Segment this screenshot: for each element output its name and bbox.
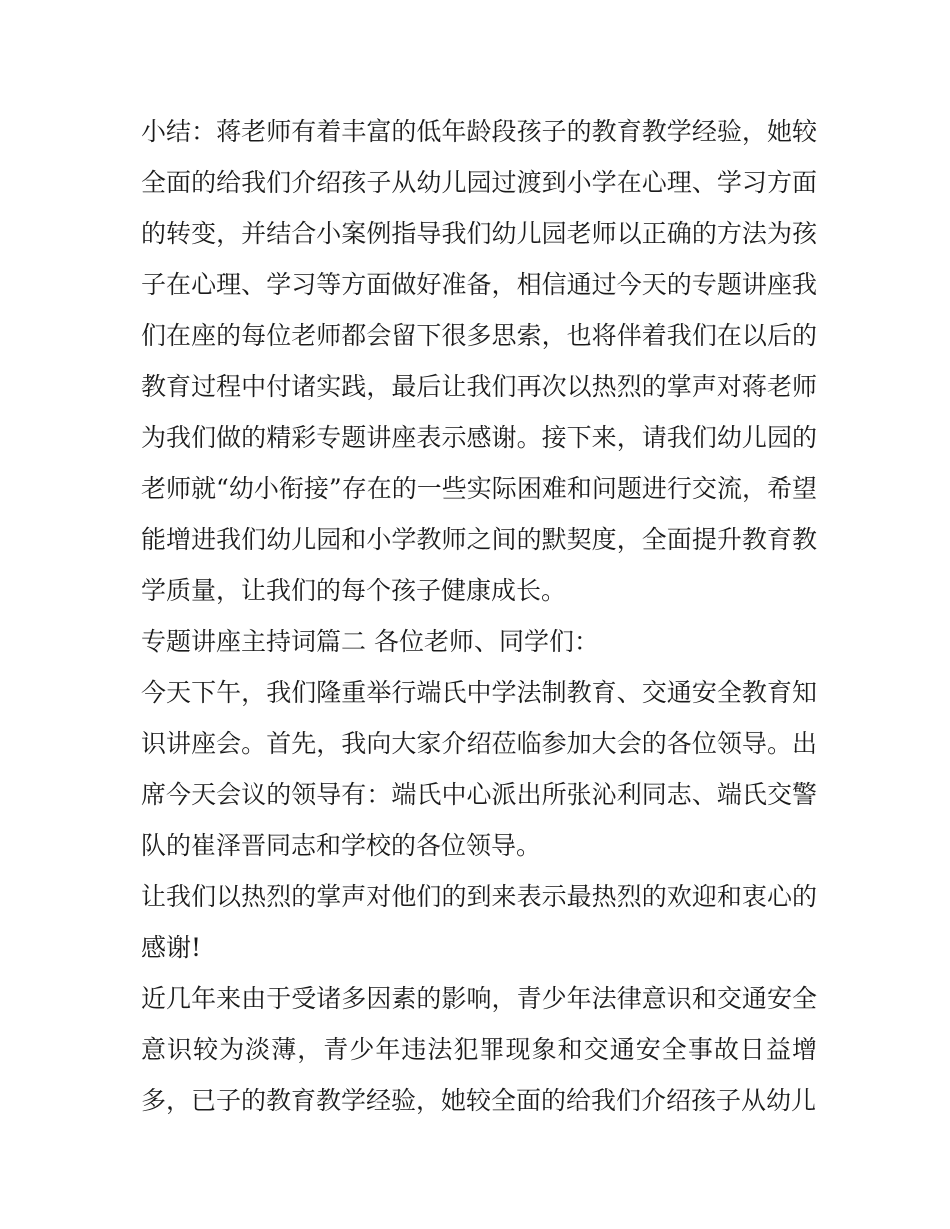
paragraph-opening: 今天下午，我们隆重举行端氏中学法制教育、交通安全教育知识讲座会。首先，我向大家介绍莅临参加大会的各位领导。出席今天会议的领导有：端氏中心派出所张沁利同志、端氏交警队的崔泽晋同志和学校的各位领导。 [141, 678, 817, 860]
paragraph-section-heading: 专题讲座主持词篇二 各位老师、同学们： [141, 627, 599, 656]
paragraph-background: 近几年来由于受诸多因素的影响，青少年法律意识和交通安全意识较为淡薄，青少年违法犯罪现象和交通安全事故日益增多，已子的教育教学经验，她较全面的给我们介绍孩子从幼儿 [141, 984, 817, 1115]
document-body [141, 106, 817, 1126]
paragraph-welcome: 让我们以热烈的掌声对他们的到来表示最热烈的欢迎和衷心的感谢! [141, 882, 817, 962]
paragraph-summary: 小结：蒋老师有着丰富的低年龄段孩子的教育教学经验，她较全面的给我们介绍孩子从幼儿园过渡到小学在心理、学习方面的转变，并结合小案例指导我们幼儿园老师以正确的方法为孩子在心理、学习等方面做好准备，相信通过今天的专题讲座我们在座的每位老师都会留下很多思索，也将伴着我们在以后的教育过程中付诸实践，最后让我们再次以热烈的掌声对蒋老师为我们做的精彩专题讲座表示感谢。接下来，请我们幼儿园的老师就“幼小衔接”存在的一些实际困难和问题进行交流，希望能增进我们幼儿园和小学教师之间的默契度，全面提升教育教学质量，让我们的每个孩子健康成长。 [141, 117, 817, 605]
